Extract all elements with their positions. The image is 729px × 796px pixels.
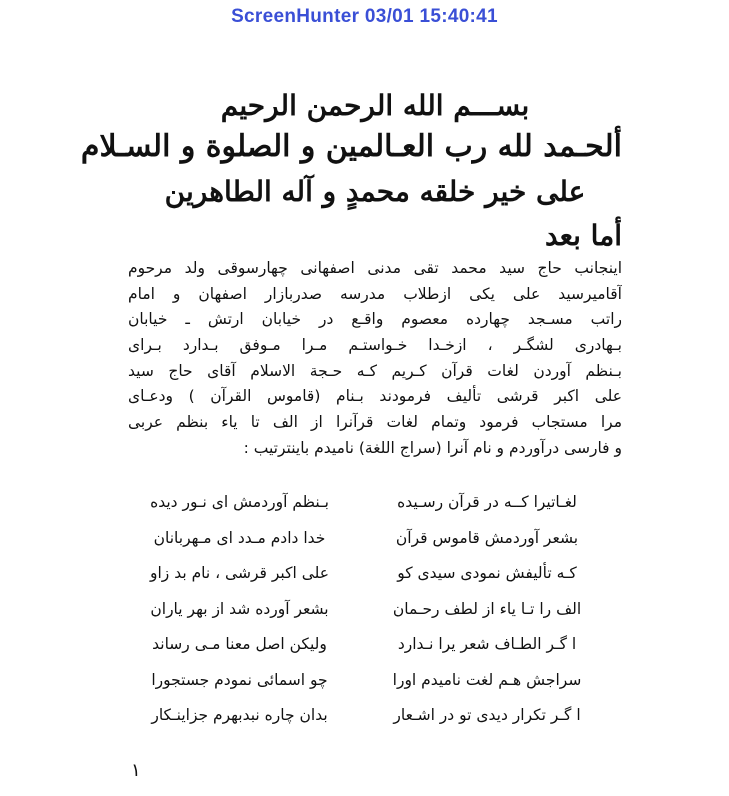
basmala-heading: بســـم الله الرحمن الرحيم [220, 89, 530, 122]
poem-hemistich-left: بدان چاره نبدبهرم جزاينـكار [151, 706, 328, 724]
poem-hemistich-right: ا گـر تكرار ديدى تو در اشـعار [393, 706, 581, 724]
poem-hemistich-right: بشعر آوردمش قاموس قرآن [395, 528, 579, 547]
poem-couplet [128, 485, 622, 521]
poem-hemistich-left: بشعر آورده شد از بهر ياران [150, 599, 329, 618]
poem-couplet [128, 663, 622, 699]
paragraph-line: راتب مسـجد چهارده معصوم واقـع در خيابان ارتش ـ خيابان [128, 310, 622, 329]
paragraph-line: على اكبر قرشى تأليف فرمودند بـنام (قاموس القرآن ) ودعـاى [128, 387, 622, 406]
page-number: ١ [131, 760, 141, 781]
poem-couplet [128, 556, 622, 592]
intro-paragraph [128, 256, 622, 462]
amma-baad-heading: أما بعد [544, 219, 622, 252]
poem-couplet [128, 521, 622, 557]
paragraph-line: آقاميرسيد على يكى ازطلاب مدرسه صدربازار اصفهان و امام [128, 284, 622, 303]
paragraph-line: اينجانب حاج سيد محمد تقى مدنى اصفهانى چهارسوقى ولد مرحوم [128, 259, 622, 277]
poem-hemistich-right: الف را تـا ياء از لطف رحـمان [392, 599, 582, 618]
poem-couplet [128, 627, 622, 663]
poem-hemistich-right: لغـاتيرا كــه در قرآن رسـيده [397, 493, 577, 511]
poem-couplet [128, 592, 622, 628]
poem [128, 485, 622, 734]
paragraph-line: بـنظم آوردن لغات قرآن كـريم كـه حـجة الاسلام آقاى حاج سيد [128, 361, 622, 380]
poem-hemistich-left: وليكن اصل معنا مـى رساند [152, 635, 327, 653]
paragraph-line: و فارسى درآوردم و نام آنرا (سراج اللغة) ناميدم باينترتيب : [243, 438, 622, 457]
poem-hemistich-left: بـنظم آوردمش اى نـور ديده [150, 493, 329, 511]
screenhunter-watermark: ScreenHunter 03/01 15:40:41 [231, 6, 498, 27]
poem-hemistich-right: كـه تأليفش نمودى سيدى كو [397, 564, 577, 582]
poem-couplet [128, 698, 622, 734]
poem-hemistich-left: على اكبر قرشى ، نام بد زاو [149, 564, 329, 582]
poem-hemistich-left: چو اسمائى نمودم جستجورا [151, 670, 328, 689]
poem-hemistich-left: خدا دادم مـدد اى مـهربانان [153, 528, 326, 547]
paragraph-line: مرا مستجاب فرمود وتمام لغات قرآنرا از الف تا ياء بنظم عربى [128, 413, 622, 432]
poem-hemistich-right: ا گـر الطـاف شعر يرا نـدارد [397, 635, 577, 653]
salutation-heading: على خير خلقه محمدٍ و آله الطاهرين [164, 175, 586, 208]
paragraph-line: بـهادرى لشگـر ، ازخـدا خـواستـم مـرا مـوفق بـدارد بـراى [128, 336, 622, 355]
document-page [80, 86, 622, 462]
poem-hemistich-right: سراجش هـم لغت ناميدم اورا [392, 670, 582, 689]
praise-heading: ألحـمد لله رب العـالمين و الصلوة و السـلام [80, 129, 622, 164]
